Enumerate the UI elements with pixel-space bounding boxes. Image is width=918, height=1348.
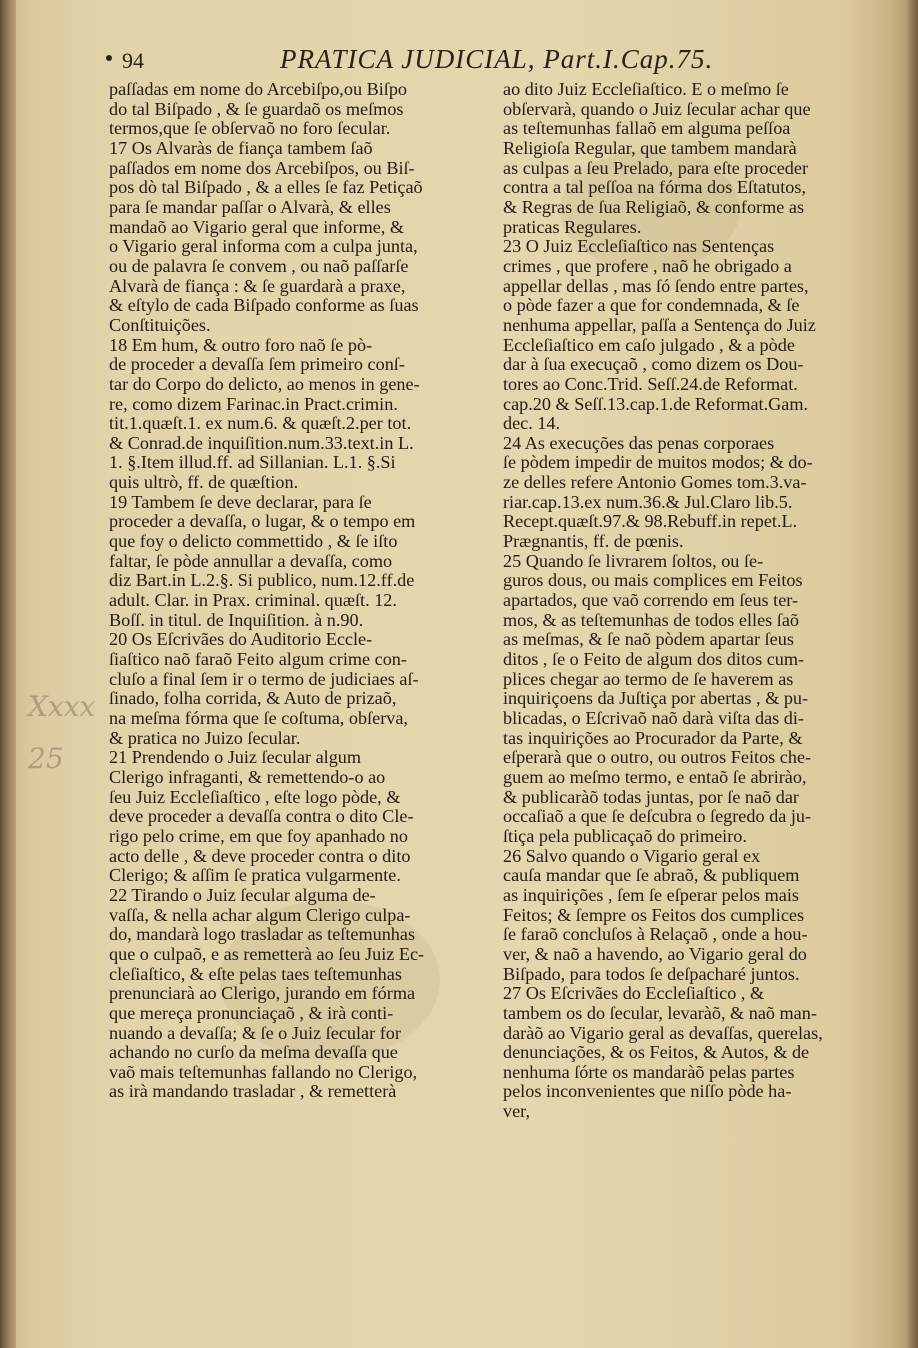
text-line: as culpas a ſeu Prelado, para eſte proceder (503, 158, 808, 178)
running-title: PRATICA JUDICIAL, Part.I.Cap.75. (280, 44, 714, 74)
text-line: apartados, que vaõ correndo em ſeus ter- (503, 591, 799, 611)
page-number: 94 (122, 48, 144, 73)
text-line: nuando a devaſſa; & ſe o Juiz ſecular for (109, 1023, 401, 1043)
text-line: Clerigo infraganti, & remettendo-o ao (109, 767, 386, 787)
text-line: 24 As execuções das penas corporaes (503, 433, 775, 453)
text-line: Feitos; & ſempre os Feitos dos cumplices (503, 905, 805, 925)
text-line: ver, (503, 1102, 531, 1122)
text-line: do tal Biſpado , & ſe guardaõ os meſmos (109, 99, 404, 119)
text-line: Alvarà de fiança : & ſe guardarà a praxe, (109, 276, 406, 296)
text-line: paſſados em nome dos Arcebiſpos, ou Biſ- (109, 158, 415, 178)
text-line: mandaõ ao Vigario geral que informe, & (109, 217, 405, 237)
text-line: do, mandarà logo trasladar as teſtemunhas (109, 925, 416, 945)
text-line: proceder a devaſſa, o lugar, & o tempo em (109, 512, 416, 532)
text-line: que foy o delicto commettido , & ſe iſto (109, 532, 398, 552)
text-line: prenunciarà ao Clerigo, jurando em fórma (109, 984, 416, 1004)
text-line: Biſpado, para todos ſe deſpacharé juntos. (503, 964, 800, 984)
margin-note-2: 25 (28, 742, 64, 775)
text-line: nenhuma appellar, paſſa a Sentença do Juiz (503, 315, 816, 335)
text-line: cap.20 & Seſſ.13.cap.1.de Reformat.Gam. (503, 394, 809, 414)
text-line: Clerigo; & aſſim ſe pratica vulgarmente. (109, 866, 401, 886)
text-line: que o culpaõ, e as remetterà ao ſeu Juiz Ec- (109, 944, 425, 964)
text-line: as meſmas, & ſe naõ pòdem apartar ſeus (503, 630, 794, 650)
text-line: ver, & naõ a havendo, ao Vigario geral do (503, 944, 807, 964)
page-header (110, 44, 870, 78)
text-line: ao dito Juiz Eccleſiaſtico. E o meſmo ſe (503, 80, 789, 99)
text-line: Boſſ. in titul. de Inquiſition. à n.90. (109, 610, 364, 630)
text-line: Conſtituições. (109, 315, 211, 335)
right-text-column (503, 80, 881, 1122)
text-line: denunciações, & os Feitos, & Autos, & de (503, 1043, 810, 1063)
page-binding (0, 0, 16, 1348)
text-line: achando no curſo da meſma devaſſa que (109, 1043, 398, 1063)
text-line: pelos inconvenientes que niſſo pòde ha- (503, 1082, 792, 1102)
text-line: & publicaràõ todas juntas, por ſe naõ dar (503, 787, 799, 807)
text-line: Religioſa Regular, que tambem mandarà (503, 138, 797, 158)
text-line: faltar, ſe pòde annullar a devaſſa, como (109, 551, 393, 571)
text-line: o Vigario geral informa com a culpa junta, (109, 237, 418, 257)
text-line: tar do Corpo do delicto, ao menos in gene- (109, 374, 420, 394)
text-line: 26 Salvo quando o Vigario geral ex (503, 846, 761, 866)
text-line: rigo pelo crime, em que foy apanhado no (109, 826, 408, 846)
text-line: ditos , ſe o Feito de algum dos ditos cum- (503, 650, 805, 670)
text-line: acto delle , & deve proceder contra o dito (109, 846, 411, 866)
text-line: o pòde fazer a que for condemnada, & ſe (503, 296, 800, 316)
text-line: ſeu Juiz Eccleſiaſtico , eſte logo pòde, & (109, 787, 401, 807)
text-line: occaſiaõ a que ſe deſcubra o ſegredo da ju- (503, 807, 812, 827)
text-line: deve proceder a devaſſa contra o dito Cle- (109, 807, 414, 827)
text-line: cauſa mandar que ſe abraõ, & publiquem (503, 866, 800, 886)
text-line: ſe faraõ concluſos à Relaçaõ , onde a hou- (503, 925, 808, 945)
text-line: paſſadas em nome do Arcebiſpo,ou Biſpo (109, 80, 408, 99)
text-line: vaõ mais teſtemunhas fallando no Clerigo, (109, 1062, 418, 1082)
text-line: re, como dizem Farinac.in Pract.crimin. (109, 394, 398, 414)
text-line: quis ultrò, ff. de quæſtion. (109, 473, 299, 493)
text-line: as irà mandando trasladar , & remetterà (109, 1082, 397, 1102)
text-line: cleſiaſtico, & eſte pelas taes teſtemunhas (109, 964, 402, 984)
text-line: mos, & as teſtemunhas de todos elles ſaõ (503, 610, 799, 630)
text-line: tores ao Conc.Trid. Seſſ.24.de Reformat. (503, 374, 798, 394)
text-line: ze delles refere Antonio Gomes tom.3.va- (503, 473, 807, 493)
text-line: 25 Quando ſe livrarem ſoltos, ou ſe- (503, 551, 764, 571)
left-text-column (109, 80, 487, 1102)
text-line: 22 Tirando o Juiz ſecular alguma de- (109, 885, 376, 905)
text-line: 1. §.Item illud.ff. ad Sillanian. L.1. §.Si (109, 453, 396, 473)
text-line: pos dò tal Biſpado , & a elles ſe faz Petiçaõ (109, 178, 423, 198)
text-line: guros dous, ou mais complices em Feitos (503, 571, 803, 591)
bullet-mark (106, 55, 112, 61)
text-line: dec. 14. (503, 414, 561, 434)
text-line: guem ao meſmo termo, e entaõ ſe abrirào, (503, 767, 807, 787)
text-line: que mereça pronunciaçaõ , & irà conti- (109, 1003, 394, 1023)
text-line: eſperarà que o outro, ou outros Feitos che- (503, 748, 812, 768)
margin-note-1: Xxxx (28, 690, 96, 723)
text-line: adult. Clar. in Prax. criminal. quæſt. 12. (109, 591, 397, 611)
text-line: ſiaſtico naõ faraõ Feito algum crime con- (109, 650, 407, 670)
page-edge (906, 0, 918, 1348)
text-line: termos,que ſe obſervaõ no foro ſecular. (109, 119, 391, 139)
text-line: crimes , que profere , naõ he obrigado a (503, 256, 792, 276)
text-line: 17 Os Alvaràs de fiança tambem ſaõ (109, 138, 373, 158)
text-line: 20 Os Eſcrivães do Auditorio Eccle- (109, 630, 373, 650)
text-line: de proceder a devaſſa ſem primeiro conſ- (109, 355, 405, 375)
text-line: ou de palavra ſe convem , ou naõ paſſarſe (109, 256, 409, 276)
text-line: riar.cap.13.ex num.36.& Jul.Claro lib.5. (503, 492, 793, 512)
text-line: appellar dellas , mas ſó ſendo entre partes, (503, 276, 809, 296)
text-line: tit.1.quæſt.1. ex num.6. & quæſt.2.per tot. (109, 414, 412, 434)
text-line: Prægnantis, ff. de pœnis. (503, 532, 684, 552)
text-line: & Conrad.de inquiſition.num.33.text.in L. (109, 433, 414, 453)
text-line: daràõ ao Vigario geral as devaſſas, querelas, (503, 1023, 823, 1043)
text-line: tas inquirições ao Procurador da Parte, & (503, 728, 803, 748)
text-line: cluſo a final ſem ir o termo de judiciaes aſ- (109, 669, 419, 689)
text-line: ſtiça pela publicaçaõ do primeiro. (503, 826, 747, 846)
text-line: dar à ſua execuçaõ , como dizem os Dou- (503, 355, 804, 375)
text-line: vaſſa, & nella achar algum Clerigo culpa- (109, 905, 411, 925)
text-line: na meſma fórma que ſe coſtuma, obſerva, (109, 709, 408, 728)
text-line: & eſtylo de cada Biſpado conforme as ſuas (109, 296, 419, 316)
text-line: & pratica no Juizo ſecular. (109, 728, 301, 748)
text-line: Eccleſiaſtico em caſo julgado , & a pòde (503, 335, 795, 355)
text-line: nenhuma ſórte os mandaràõ pelas partes (503, 1062, 795, 1082)
text-line: diz Bart.in L.2.§. Si publico, num.12.ff.de (109, 571, 415, 591)
text-line: plices chegar ao termo de ſe haverem as (503, 669, 794, 689)
text-line: 21 Prendendo o Juiz ſecular algum (109, 748, 362, 768)
text-line: as inquirições , ſem ſe eſperar pelos mais (503, 885, 799, 905)
text-line: praticas Regulares. (503, 217, 642, 237)
text-line: ſinado, folha corrida, & Auto de prizaõ, (109, 689, 397, 709)
text-line: 23 O Juiz Eccleſiaſtico nas Sentenças (503, 237, 775, 257)
text-line: para ſe mandar paſſar o Alvarà, & elles (109, 197, 391, 217)
text-line: blicadas, o Eſcrivaõ naõ darà viſta das di- (503, 709, 804, 728)
text-line: 27 Os Eſcrivães do Eccleſiaſtico , & (503, 984, 765, 1004)
text-line: 19 Tambem ſe deve declarar, para ſe (109, 492, 372, 512)
text-line: as teſtemunhas fallaõ em alguma peſſoa (503, 119, 791, 139)
text-line: contra a tal peſſoa na fórma dos Eſtatutos, (503, 178, 807, 198)
text-line: Recept.quæſt.97.& 98.Rebuff.in repet.L. (503, 512, 798, 532)
text-line: obſervarà, quando o Juiz ſecular achar que (503, 99, 811, 119)
text-line: 18 Em hum, & outro foro naõ ſe pò- (109, 335, 373, 355)
text-line: inquiriçoens da Juſtiça por abertas , & pu- (503, 689, 809, 709)
text-line: tambem os do ſecular, levaràõ, & naõ man- (503, 1003, 817, 1023)
text-line: & Regras de ſua Religiaõ, & conforme as (503, 197, 805, 217)
text-line: ſe pòdem impedir de muitos modos; & do- (503, 453, 813, 473)
